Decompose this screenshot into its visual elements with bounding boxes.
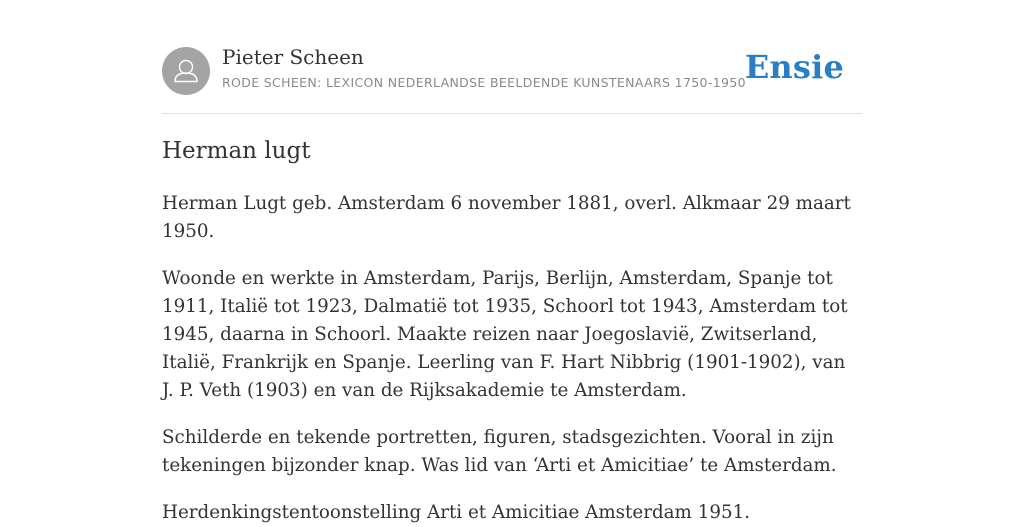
source-title[interactable]: RODE SCHEEN: LEXICON NEDERLANDSE BEELDENDE KUNSTENAARS 1750-1950 xyxy=(222,75,746,90)
paragraph-biography: Woonde en werkte in Amsterdam, Parijs, Berlijn, Amsterdam, Spanje tot 1911, Italië tot 1923, Dalmatië tot 1935, Schoorl tot 1943, Amsterdam tot 1945, daarna in Schoorl. Maakte reizen naar Joegoslavië, Zwitserland, Italië, Frankrijk en Spanje. Leerling van F. Hart Nibbrig (1901-1902), van J. P. Veth (1903) en van de Rijksakademie te Amsterdam. xyxy=(162,268,848,401)
page xyxy=(162,0,862,523)
ensie-logo[interactable]: Ensie xyxy=(744,48,844,86)
paragraph-intro: Herman Lugt geb. Amsterdam 6 november 1881, overl. Alkmaar 29 maart 1950. xyxy=(162,193,851,242)
header xyxy=(162,0,862,114)
avatar[interactable] xyxy=(162,47,210,95)
paragraph-exhibition: Herdenkingstentoonstelling Arti et Amicitiae Amsterdam 1951. xyxy=(162,502,751,523)
page-title: Herman lugt xyxy=(162,138,311,164)
paragraph-work: Schilderde en tekende portretten, figuren, stadsgezichten. Vooral in zijn tekeningen bijzonder knap. Was lid van ‘Arti et Amicitiae’ te Amsterdam. xyxy=(162,427,837,476)
user-icon xyxy=(162,47,210,95)
author-name[interactable]: Pieter Scheen xyxy=(222,45,364,69)
article-body xyxy=(162,190,862,527)
